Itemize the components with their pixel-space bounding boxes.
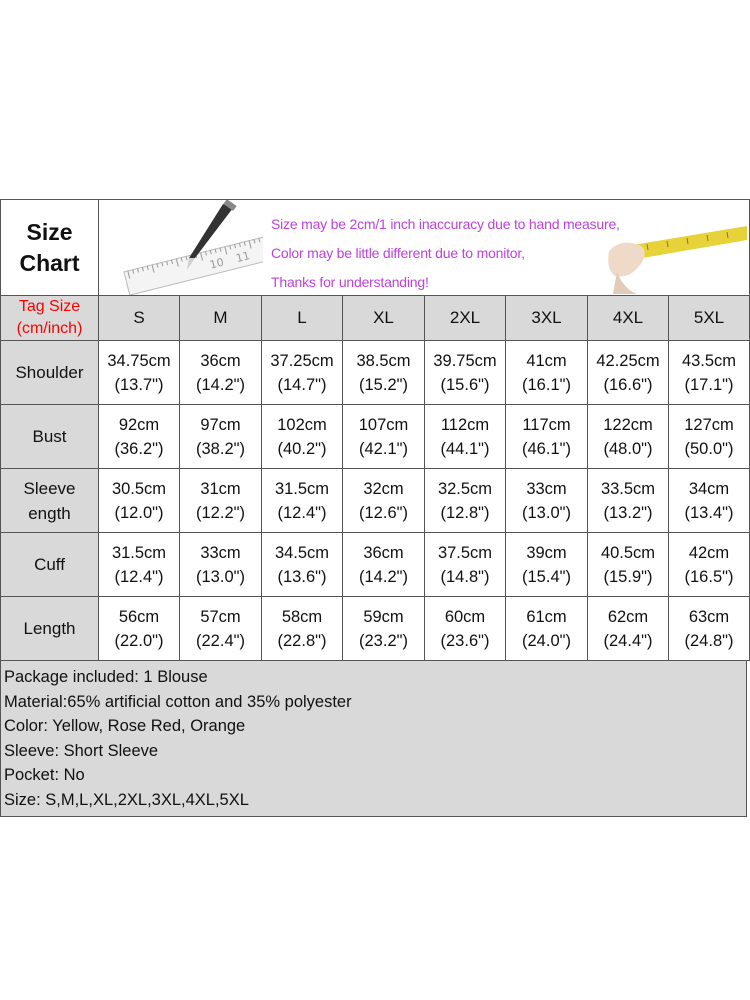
value-inch: (23.6") (440, 631, 490, 650)
tag-size-label: Tag Size (18, 298, 81, 315)
measurement-cell (425, 597, 506, 661)
value-inch: (50.0") (684, 439, 734, 458)
measurement-cell (180, 469, 262, 533)
notice-banner (99, 200, 750, 296)
measurement-cell (425, 341, 506, 405)
measurement-rows (1, 341, 750, 661)
measurement-cell (99, 405, 180, 469)
value-inch: (12.6") (359, 503, 408, 522)
row-label-shoulder (1, 341, 99, 405)
value-inch: (13.0") (522, 503, 571, 522)
size-header-s: S (99, 296, 180, 341)
measurement-cell (669, 405, 750, 469)
value-inch: (22.4") (196, 631, 245, 650)
size-header-row (1, 296, 750, 341)
row-label-cuff (1, 533, 99, 597)
value-inch: (46.1") (522, 439, 571, 458)
measurement-cell (262, 405, 343, 469)
value-cm: 36cm (363, 543, 404, 562)
measurement-cell (588, 533, 669, 597)
product-details (0, 661, 747, 817)
value-cm: 33cm (200, 543, 241, 562)
measurement-cell (343, 533, 425, 597)
value-cm: 34.5cm (274, 543, 330, 562)
measurement-cell (669, 597, 750, 661)
measurement-cell (180, 533, 262, 597)
value-cm: 33cm (526, 479, 567, 498)
measurement-cell (343, 469, 425, 533)
value-inch: (15.2") (359, 375, 408, 394)
measurement-cell (669, 533, 750, 597)
value-cm: 61cm (526, 607, 567, 626)
value-inch: (24.0") (522, 631, 571, 650)
value-cm: 31.5cm (274, 479, 330, 498)
notice-line: Size may be 2cm/1 inch inaccuracy due to hand measure, (271, 216, 620, 232)
row-label-text: Length (23, 619, 76, 638)
table-row (1, 597, 750, 661)
value-inch: (38.2") (196, 439, 245, 458)
value-cm: 59cm (363, 607, 404, 626)
row-label-text: Bust (32, 427, 67, 446)
measurement-cell (669, 469, 750, 533)
value-inch: (16.1") (522, 375, 571, 394)
size-table (0, 199, 750, 661)
sleeve-type: Sleeve: Short Sleeve (4, 741, 159, 760)
size-header-2xl: 2XL (425, 296, 506, 341)
size-header-5xl: 5XL (669, 296, 750, 341)
row-label-text: Sleeve (23, 478, 76, 498)
title-line-2: Chart (19, 249, 80, 276)
value-inch: (44.1") (440, 439, 490, 458)
value-cm: 127cm (684, 415, 734, 434)
table-row (1, 405, 750, 469)
measurement-cell (180, 405, 262, 469)
value-cm: 112cm (440, 415, 490, 434)
chart-title (1, 200, 99, 296)
value-inch: (36.2") (114, 439, 164, 458)
value-cm: 58cm (281, 607, 323, 626)
value-inch: (13.0") (196, 567, 245, 586)
title-line-1: Size (26, 218, 73, 245)
notice-line: Color may be little different due to monitor, (271, 245, 525, 261)
value-cm: 56cm (118, 607, 160, 626)
value-cm: 39.75cm (433, 351, 497, 370)
row-label-bust (1, 405, 99, 469)
value-cm: 92cm (118, 415, 160, 434)
value-inch: (22.8") (277, 631, 327, 650)
value-cm: 34cm (688, 479, 730, 498)
value-cm: 36cm (200, 351, 241, 370)
measurement-cell (262, 469, 343, 533)
value-inch: (40.2") (277, 439, 327, 458)
value-inch: (12.4") (277, 503, 327, 522)
value-inch: (12.8") (440, 503, 490, 522)
measurement-cell (506, 533, 588, 597)
value-cm: 41cm (526, 351, 567, 370)
measuring-tape-hand-icon (607, 216, 747, 294)
measurement-cell (99, 469, 180, 533)
value-cm: 63cm (688, 607, 730, 626)
value-cm: 31.5cm (111, 543, 167, 562)
value-inch: (12.4") (114, 567, 164, 586)
measurement-cell (425, 469, 506, 533)
row-label-sleeve-ength (1, 469, 99, 533)
measurement-cell (506, 597, 588, 661)
notice-line: Thanks for understanding! (271, 274, 429, 290)
value-inch: (13.4") (684, 503, 734, 522)
value-cm: 37.5cm (437, 543, 493, 562)
value-inch: (16.6") (603, 375, 653, 394)
measurement-cell (425, 533, 506, 597)
value-inch: (24.4") (603, 631, 653, 650)
measurement-cell (506, 469, 588, 533)
pocket: Pocket: No (4, 766, 85, 784)
value-cm: 34.75cm (107, 351, 171, 370)
size-header-xl: XL (343, 296, 425, 341)
measurement-cell (506, 405, 588, 469)
value-cm: 57cm (200, 607, 241, 626)
value-inch: (42.1") (359, 439, 408, 458)
value-cm: 32.5cm (437, 479, 493, 498)
tag-size-unit: (cm/inch) (16, 320, 83, 337)
value-inch: (24.8") (684, 631, 734, 650)
value-inch: (15.4") (522, 567, 571, 586)
material: Material:65% artificial cotton and 35% polyester (4, 692, 352, 711)
ruler-pencil-icon (113, 200, 263, 295)
row-label-length (1, 597, 99, 661)
measurement-cell (425, 405, 506, 469)
measurement-cell (262, 533, 343, 597)
color-options: Color: Yellow, Rose Red, Orange (4, 717, 246, 735)
value-cm: 38.5cm (356, 351, 411, 370)
value-cm: 122cm (603, 415, 653, 434)
size-header-m: M (180, 296, 262, 341)
measurement-cell (343, 341, 425, 405)
value-cm: 39cm (526, 543, 567, 562)
row-label-text: Cuff (34, 555, 65, 574)
value-inch: (22.0") (114, 631, 164, 650)
size-header-l: L (262, 296, 343, 341)
value-cm: 43.5cm (681, 351, 737, 370)
value-inch: (15.6") (440, 375, 490, 394)
value-inch: (48.0") (603, 439, 653, 458)
measurement-cell (588, 469, 669, 533)
value-inch: (15.9") (603, 567, 653, 586)
value-inch: (23.2") (359, 631, 408, 650)
row-label-text: ength (28, 503, 71, 523)
measurement-cell (588, 341, 669, 405)
value-cm: 102cm (277, 415, 327, 434)
ruler-mark-11: 11 (234, 249, 252, 266)
value-cm: 32cm (363, 479, 404, 498)
tag-size-header (1, 296, 99, 341)
value-cm: 62cm (607, 607, 649, 626)
value-cm: 40.5cm (600, 543, 656, 562)
measurement-cell (180, 597, 262, 661)
size-header-4xl: 4XL (588, 296, 669, 341)
value-cm: 42.25cm (596, 351, 660, 370)
value-inch: (14.2") (196, 375, 245, 394)
table-row (1, 533, 750, 597)
measurement-cell (669, 341, 750, 405)
row-label-text: Shoulder (15, 363, 84, 382)
measurement-cell (343, 597, 425, 661)
value-inch: (14.8") (440, 567, 490, 586)
table-row (1, 341, 750, 405)
measurement-cell (588, 405, 669, 469)
measurement-cell (262, 341, 343, 405)
measurement-cell (588, 597, 669, 661)
size-chart (0, 199, 749, 817)
value-inch: (12.0") (114, 503, 164, 522)
value-cm: 42cm (688, 543, 730, 562)
value-inch: (17.1") (684, 375, 734, 394)
measurement-cell (99, 341, 180, 405)
measurement-cell (99, 533, 180, 597)
notice-text (271, 210, 620, 296)
value-inch: (16.5") (684, 567, 734, 586)
value-cm: 30.5cm (111, 479, 167, 498)
value-cm: 37.25cm (270, 351, 334, 370)
value-inch: (13.2") (603, 503, 653, 522)
measurement-cell (343, 405, 425, 469)
size-list: Size: S,M,L,XL,2XL,3XL,4XL,5XL (4, 790, 249, 809)
table-row (1, 469, 750, 533)
measurement-cell (99, 597, 180, 661)
measurement-cell (180, 341, 262, 405)
value-inch: (14.7") (277, 375, 327, 394)
value-inch: (13.7") (114, 375, 164, 394)
ruler-mark-10: 10 (208, 255, 226, 272)
value-cm: 107cm (358, 415, 409, 434)
value-cm: 60cm (444, 607, 486, 626)
banner-row (1, 200, 750, 296)
value-inch: (12.2") (196, 503, 245, 522)
value-cm: 117cm (522, 415, 571, 434)
value-cm: 33.5cm (600, 479, 656, 498)
value-inch: (14.2") (359, 567, 408, 586)
package-included: Package included: 1 Blouse (4, 668, 208, 686)
size-header-3xl: 3XL (506, 296, 588, 341)
value-cm: 97cm (200, 415, 241, 434)
measurement-cell (262, 597, 343, 661)
value-inch: (13.6") (277, 567, 327, 586)
measurement-cell (506, 341, 588, 405)
value-cm: 31cm (200, 479, 241, 498)
